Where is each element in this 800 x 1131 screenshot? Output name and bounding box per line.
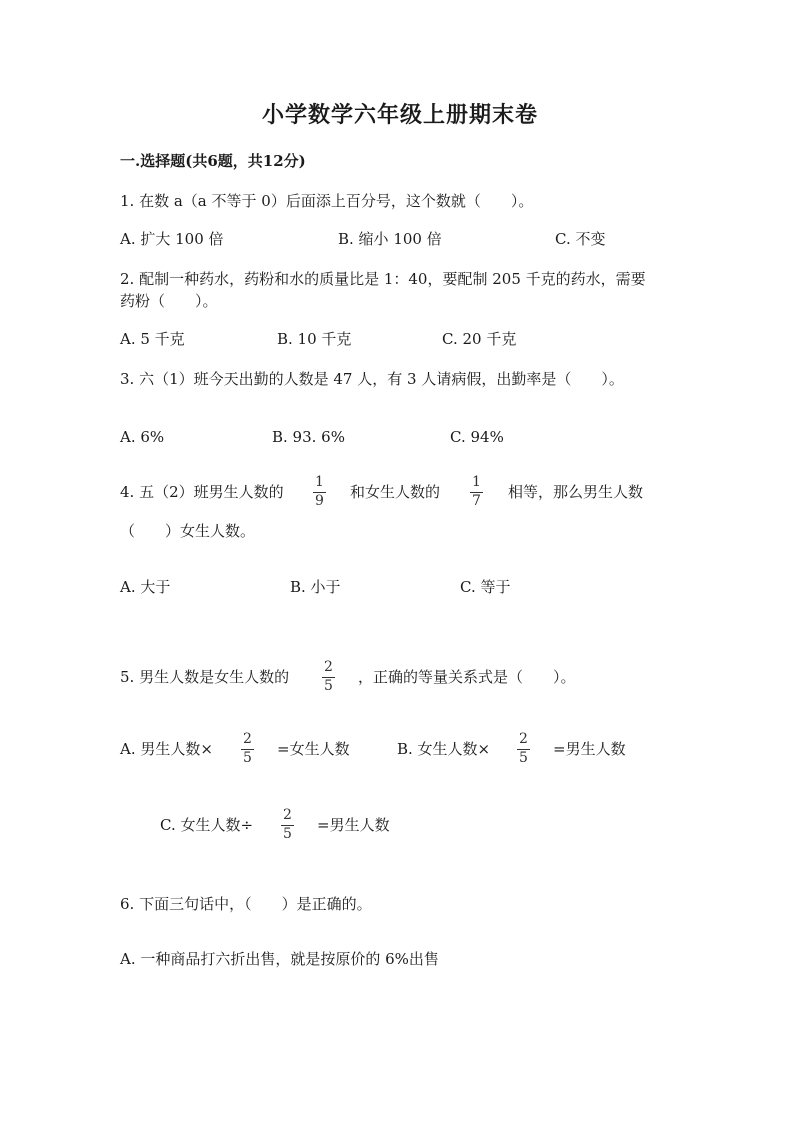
question-5-part-2: ，正确的等量关系式是（ ）。 (358, 668, 576, 686)
question-4-option-c: C. 等于 (460, 578, 511, 596)
page-title: 小学数学六年级上册期末卷 (261, 102, 538, 128)
fraction-two-fifths (281, 808, 294, 842)
question-5-option-c-suffix: =男生人数 (317, 816, 390, 834)
question-1-option-c: C. 不变 (555, 230, 606, 248)
fraction-two-fifths (241, 732, 254, 766)
fraction-denominator: 5 (324, 678, 333, 694)
question-5-option-c-prefix: C. 女生人数÷ (160, 816, 254, 834)
question-4-option-b: B. 小于 (290, 578, 341, 596)
question-6-option-a: A. 一种商品打六折出售，就是按原价的 6%出售 (120, 950, 439, 968)
question-1-option-b: B. 缩小 100 倍 (338, 230, 442, 248)
question-4-option-a: A. 大于 (120, 578, 171, 596)
fraction-numerator: 1 (315, 474, 324, 490)
section-heading: 一.选择题(共6题，共12分) (120, 152, 306, 170)
question-1: 1. 在数 a（a 不等于 0）后面添上百分号，这个数就（ ）。 (120, 192, 534, 210)
fraction-denominator: 7 (472, 493, 481, 509)
fraction-two-fifths (322, 660, 335, 694)
fraction-one-seventh (470, 475, 483, 509)
question-2-option-c: C. 20 千克 (442, 330, 517, 348)
fraction-denominator: 5 (519, 750, 528, 766)
question-5-option-a-suffix: =女生人数 (277, 740, 350, 758)
question-2-line-1: 2. 配制一种药水，药粉和水的质量比是 1：40，要配制 205 千克的药水，需要 (120, 270, 646, 288)
question-4-line-2: （ ）女生人数。 (120, 522, 256, 540)
question-4-part-2: 和女生人数的 (350, 483, 441, 501)
question-5-option-b-prefix: B. 女生人数× (397, 740, 491, 758)
question-6: 6. 下面三句话中，（ ）是正确的。 (120, 895, 372, 913)
question-3-option-a: A. 6% (120, 428, 165, 446)
fraction-numerator: 2 (243, 731, 252, 747)
fraction-two-fifths (517, 732, 530, 766)
fraction-denominator: 5 (243, 750, 252, 766)
fraction-numerator: 1 (472, 474, 481, 490)
question-3-option-b: B. 93. 6% (272, 428, 345, 446)
question-1-option-a: A. 扩大 100 倍 (120, 230, 224, 248)
question-4-part-1: 4. 五（2）班男生人数的 (120, 483, 284, 501)
fraction-numerator: 2 (283, 807, 292, 823)
question-3-option-c: C. 94% (450, 428, 504, 446)
fraction-numerator: 2 (519, 731, 528, 747)
fraction-denominator: 5 (283, 826, 292, 842)
question-4-part-3: 相等，那么男生人数 (508, 483, 644, 501)
fraction-one-ninth (313, 475, 326, 509)
question-5-option-b-suffix: =男生人数 (553, 740, 626, 758)
fraction-denominator: 9 (315, 493, 324, 509)
question-2-line-2: 药粉（ ）。 (120, 292, 218, 310)
question-2-option-b: B. 10 千克 (277, 330, 352, 348)
question-3: 3. 六（1）班今天出勤的人数是 47 人，有 3 人请病假，出勤率是（ ）。 (120, 370, 624, 388)
question-5-part-1: 5. 男生人数是女生人数的 (120, 668, 290, 686)
fraction-numerator: 2 (324, 659, 333, 675)
question-5-option-a-prefix: A. 男生人数× (120, 740, 213, 758)
question-2-option-a: A. 5 千克 (120, 330, 185, 348)
